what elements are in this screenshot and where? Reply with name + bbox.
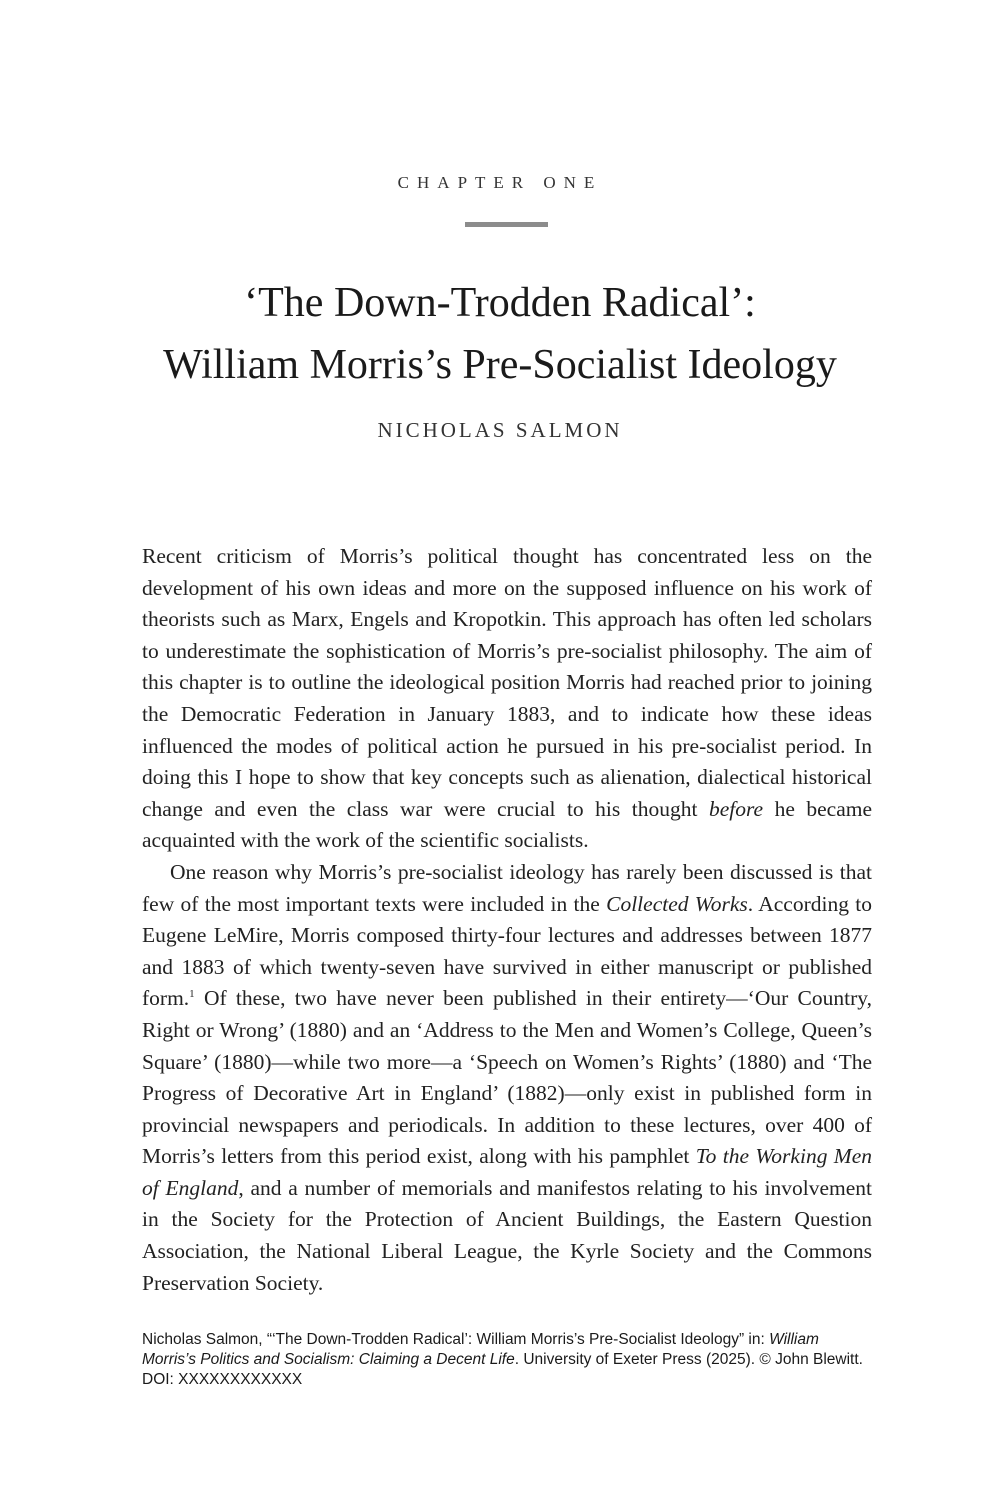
citation-doi: DOI: XXXXXXXXXXXX: [142, 1371, 303, 1388]
citation-book-title: William Morris’s Politics and Socialism: Claiming a Decent Life: [142, 1331, 819, 1368]
collected-works-title: Collected Works: [606, 891, 748, 916]
citation-text-a: Nicholas Salmon, “‘The Down-Trodden Radical’: William Morris’s Pre-Socialist Ideology” in:: [142, 1331, 770, 1348]
chapter-divider: [465, 222, 548, 227]
citation-text-b: . University of Exeter Press (2025). © John Blewitt.: [514, 1351, 863, 1368]
author-name: NICHOLAS SALMON: [377, 418, 623, 442]
citation-text: [142, 1330, 874, 1370]
chapter-title-line-1: ‘The Down-Trodden Radical’:: [244, 280, 756, 326]
paragraph-2-text-d: , and a number of memorials and manifestos relating to his involvement in the Society for the Protection of Ancient Buildings, the Eastern Question Association, the National Liberal League, the Kyrle Society and the Commons Preservation Society.: [142, 1175, 872, 1295]
paragraph-2-text-c: Of these, two have never been published in their entirety—‘Our Country, Right or Wrong’ (1880) and an ‘Address to the Men and Women’s College, Queen’s Square’ (1880)—while two more—a ‘Speech on Women’s Rights’ (1880) and ‘The Progress of Decorative Art in England’ (1882)—only exist in published form in provincial newspapers and periodicals. In addition to these lectures, over 400 of Morris’s letters from this period exist, along with his pamphlet: [142, 986, 872, 1169]
paragraph-2-text-a: One reason why Morris’s pre-socialist ideology has rarely been discussed is that few of the most important texts were included in the: [142, 859, 872, 916]
chapter-title-line-2: William Morris’s Pre-Socialist Ideology: [163, 342, 837, 388]
paragraph-2-text-b: . According to Eugene LeMire, Morris composed thirty-four lectures and addresses between 1877 and 1883 of which twenty-seven have survived in either manuscript or published form.: [142, 891, 872, 1011]
paragraph-1-text-b: he became acquainted with the work of the scientific socialists.: [142, 796, 873, 853]
paragraph-1-emphasis: before: [708, 796, 764, 821]
footnote-marker[interactable]: 1: [189, 988, 195, 1001]
pamphlet-title: To the Working Men of England: [142, 1144, 872, 1200]
chapter-title: [60, 272, 940, 396]
paragraph-2: [142, 857, 872, 1299]
paragraph-1-text-a: Recent criticism of Morris’s political thought has concentrated less on the development of his own ideas and more on the supposed influence on his work of theorists such as Marx, Engels and Kropotkin. This approach has often led scholars to underestimate the sophistication of Morris’s pre-socialist philosophy. The aim of this chapter is to outline the ideological position Morris had reached prior to joining the Democratic Federation in January 1883, and to indicate how these ideas influenced the modes of political action he pursued in his pre-socialist period. In doing this I hope to show that key concepts such as alienation, dialectical historical change and even the class war were crucial to his thought: [142, 544, 872, 821]
chapter-label: CHAPTER ONE: [397, 173, 603, 192]
paragraph-1: [142, 541, 872, 857]
citation-footer: [142, 1330, 874, 1390]
chapter-body: [142, 541, 872, 1299]
